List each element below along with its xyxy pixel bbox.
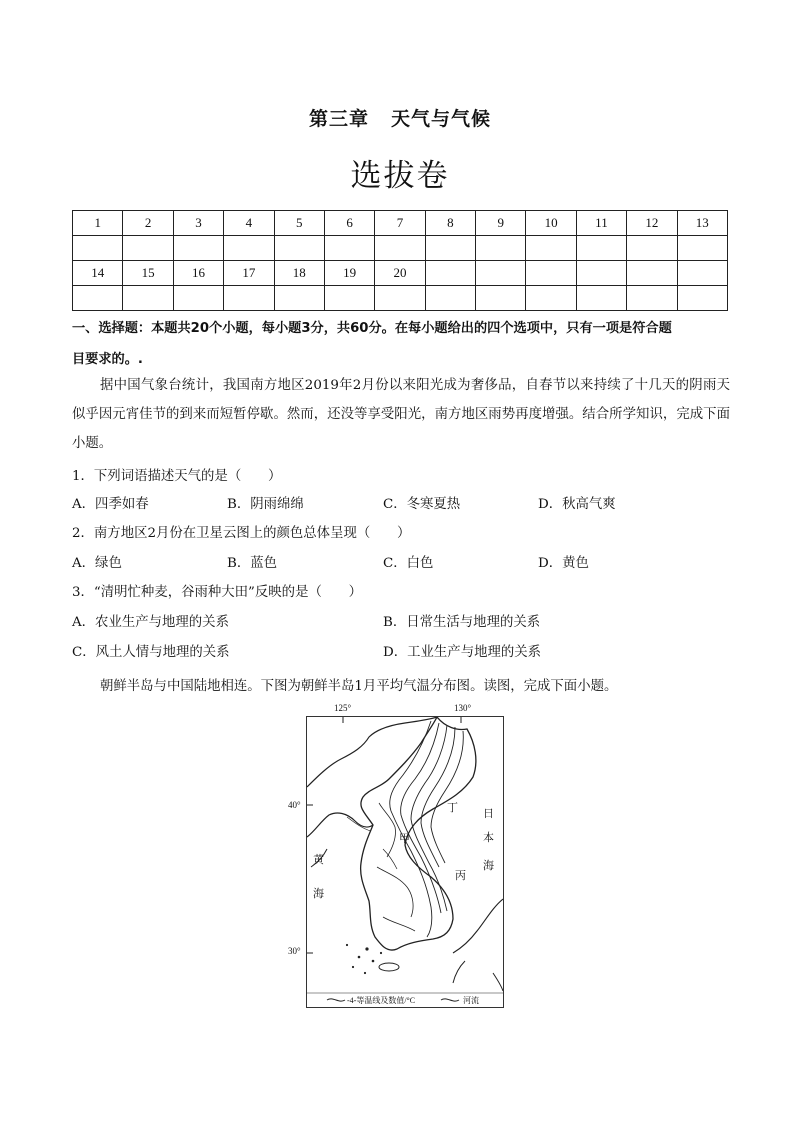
map-sea-japan-3: 海 xyxy=(483,859,494,872)
map-lon-label-130: 130° xyxy=(454,703,472,713)
answer-cell[interactable] xyxy=(123,286,173,311)
map-place-bing: 丙 xyxy=(455,869,466,882)
answer-cell[interactable] xyxy=(627,236,677,261)
map-lon-label-125: 125° xyxy=(334,703,352,713)
question-1-stem: 1．下列词语描述天气的是（ ） xyxy=(72,469,282,484)
question-1-option-c[interactable]: C．冬寒夏热 xyxy=(383,497,461,512)
chapter-name: 天气与气候 xyxy=(391,108,492,130)
grid-number: 10 xyxy=(526,211,576,236)
answer-cell[interactable] xyxy=(526,236,576,261)
answer-cell[interactable] xyxy=(677,236,728,261)
section-heading-line-1: 一、选择题：本题共20个小题，每小题3分，共60分。在每小题给出的四个选项中，只有一项是符合题 xyxy=(72,321,672,336)
grid-number: 8 xyxy=(425,211,475,236)
map-place-jia: 甲 xyxy=(399,832,410,845)
answer-cell[interactable] xyxy=(627,286,677,311)
chapter-title xyxy=(0,104,800,131)
map-sea-japan-2: 本 xyxy=(483,831,494,844)
grid-number: 6 xyxy=(324,211,374,236)
map-legend-isotherm: -4-等温线及数值/°C xyxy=(347,996,416,1005)
grid-number: 7 xyxy=(375,211,425,236)
answer-grid-answer-row-1 xyxy=(73,236,728,261)
answer-grid xyxy=(72,210,728,311)
grid-number xyxy=(526,261,576,286)
grid-number: 16 xyxy=(173,261,223,286)
question-2-option-d[interactable]: D．黄色 xyxy=(538,556,589,571)
grid-number: 11 xyxy=(576,211,626,236)
answer-grid-answer-row-2 xyxy=(73,286,728,311)
grid-number xyxy=(476,261,526,286)
section-heading xyxy=(72,313,732,375)
question-2-option-a[interactable]: A．绿色 xyxy=(72,556,122,571)
question-1-option-b[interactable]: B．阴雨绵绵 xyxy=(227,497,304,512)
answer-cell[interactable] xyxy=(476,236,526,261)
passage-korea-map: 朝鲜半岛与中国陆地相连。下图为朝鲜半岛1月平均气温分布图。读图，完成下面小题。 xyxy=(100,679,618,694)
answer-cell[interactable] xyxy=(576,286,626,311)
question-2-option-b[interactable]: B．蓝色 xyxy=(227,556,278,571)
question-3-option-c[interactable]: C．风土人情与地理的关系 xyxy=(72,645,230,660)
question-3-option-d[interactable]: D．工业生产与地理的关系 xyxy=(383,645,542,660)
grid-number: 18 xyxy=(274,261,324,286)
answer-cell[interactable] xyxy=(73,236,123,261)
grid-number xyxy=(677,261,728,286)
korea-temperature-map xyxy=(306,716,504,1008)
answer-cell[interactable] xyxy=(324,286,374,311)
question-3-stem: 3．“清明忙种麦，谷雨种大田”反映的是（ ） xyxy=(72,585,363,600)
map-legend-river: 河流 xyxy=(463,996,479,1005)
grid-number: 19 xyxy=(324,261,374,286)
grid-number xyxy=(576,261,626,286)
grid-number: 12 xyxy=(627,211,677,236)
chapter-number: 第三章 xyxy=(308,108,369,130)
grid-number xyxy=(627,261,677,286)
grid-number xyxy=(425,261,475,286)
question-3-option-b[interactable]: B．日常生活与地理的关系 xyxy=(383,615,541,630)
answer-cell[interactable] xyxy=(375,286,425,311)
grid-number: 17 xyxy=(224,261,274,286)
answer-cell[interactable] xyxy=(476,286,526,311)
answer-cell[interactable] xyxy=(425,286,475,311)
answer-cell[interactable] xyxy=(677,286,728,311)
answer-cell[interactable] xyxy=(224,286,274,311)
map-drawing xyxy=(307,717,503,1007)
answer-grid-number-row-1 xyxy=(73,211,728,236)
answer-grid-number-row-2 xyxy=(73,261,728,286)
grid-number: 2 xyxy=(123,211,173,236)
answer-cell[interactable] xyxy=(274,286,324,311)
answer-cell[interactable] xyxy=(173,236,223,261)
map-lat-label-30: 30° xyxy=(288,946,301,956)
passage-weather: 据中国气象台统计，我国南方地区2019年2月份以来阳光成为奢侈品，自春节以来持续了十几天的阴雨天似乎因元宵佳节的到来而短暂停歇。然而，还没等享受阳光，南方地区雨势再度增强。结合所学知识，完成下面小题。 xyxy=(72,378,730,451)
grid-number: 5 xyxy=(274,211,324,236)
answer-cell[interactable] xyxy=(224,236,274,261)
grid-number: 1 xyxy=(73,211,123,236)
answer-cell[interactable] xyxy=(526,286,576,311)
grid-number: 13 xyxy=(677,211,728,236)
answer-cell[interactable] xyxy=(324,236,374,261)
map-lat-label-40: 40° xyxy=(288,800,301,810)
answer-cell[interactable] xyxy=(425,236,475,261)
question-2-option-c[interactable]: C．白色 xyxy=(383,556,434,571)
answer-cell[interactable] xyxy=(274,236,324,261)
answer-cell[interactable] xyxy=(73,286,123,311)
grid-number: 15 xyxy=(123,261,173,286)
map-place-ding: 丁 xyxy=(447,801,458,814)
answer-cell[interactable] xyxy=(576,236,626,261)
grid-number: 4 xyxy=(224,211,274,236)
section-heading-line-2: 目要求的。. xyxy=(72,352,143,367)
map-sea-japan-1: 日 xyxy=(483,807,494,820)
grid-number: 3 xyxy=(173,211,223,236)
answer-cell[interactable] xyxy=(375,236,425,261)
map-sea-yellow-2: 海 xyxy=(313,887,324,900)
question-2-stem: 2．南方地区2月份在卫星云图上的颜色总体呈现（ ） xyxy=(72,526,411,541)
grid-number: 20 xyxy=(375,261,425,286)
map-sea-yellow-1: 黄 xyxy=(313,853,324,866)
question-1-option-d[interactable]: D．秋高气爽 xyxy=(538,497,616,512)
answer-cell[interactable] xyxy=(173,286,223,311)
question-3-option-a[interactable]: A．农业生产与地理的关系 xyxy=(72,615,229,630)
page-title: 选拔卷 xyxy=(350,158,450,194)
question-1-option-a[interactable]: A．四季如春 xyxy=(72,497,149,512)
grid-number: 14 xyxy=(73,261,123,286)
answer-cell[interactable] xyxy=(123,236,173,261)
grid-number: 9 xyxy=(476,211,526,236)
